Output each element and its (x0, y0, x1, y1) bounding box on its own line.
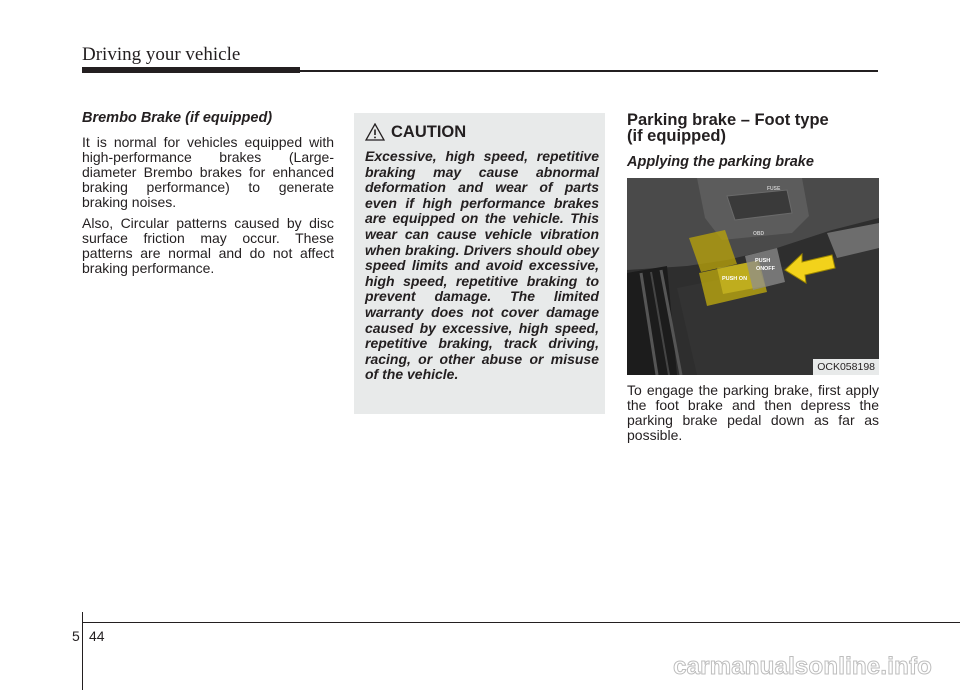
push-on-label: PUSH ON (722, 276, 748, 282)
parking-brake-photo (627, 178, 879, 375)
pedal-label-on: ON (756, 266, 765, 272)
header-rule-thin (300, 70, 878, 72)
page-header-title: Driving your vehicle (82, 44, 241, 65)
page-number: 44 (89, 628, 105, 644)
parking-brake-title (627, 112, 879, 144)
caution-text: Excessive, high speed, repetitive braking may cause abnormal deformation and wear of parts even if high performance brakes are equipped on the vehicle. This wear can cause vehicle vibration when braking. Drivers should obey speed limits and avoid excessive, high speed, repetitive braking to prevent damage. The limited warranty does not cover damage caused by excessive, high speed, repetitive braking, track driving, racing, or other abuse or misuse of the vehicle. (365, 148, 599, 383)
pedal-label-push: PUSH (755, 258, 771, 264)
brembo-paragraph-2: Also, Circular patterns caused by disc surface friction may occur. These patterns are normal and do not affect braking performance. (82, 215, 334, 276)
parking-brake-illustration (627, 178, 879, 375)
left-column (82, 110, 334, 282)
brembo-paragraph-1: It is normal for vehicles equipped with high-performance brakes (Large-diameter Brembo brakes for enhanced braking performance) to generate braking noises. (82, 134, 334, 210)
footer-horizontal-rule (82, 622, 960, 623)
brembo-subheading: Brembo Brake (if equipped) (82, 110, 273, 126)
obd-label: OBD (753, 231, 765, 237)
warning-triangle-icon (365, 123, 385, 141)
right-column (627, 112, 879, 443)
footer-vertical-rule (82, 612, 83, 690)
caution-title: CAUTION (391, 122, 467, 141)
pedal-label-off: OFF (764, 266, 775, 272)
fuse-label: FUSE (767, 186, 781, 192)
photo-code-label: OCK058198 (813, 359, 879, 375)
watermark: carmanualsonline.info (673, 653, 932, 680)
header-rule-thick (82, 67, 300, 73)
caution-box (354, 113, 605, 414)
parking-brake-title-line2: (if equipped) (627, 127, 726, 145)
parking-brake-instructions: To engage the parking brake, first apply the foot brake and then depress the parking brake pedal down as far as possible. (627, 382, 879, 443)
chapter-number: 5 (72, 628, 80, 644)
applying-parking-brake-subheading: Applying the parking brake (627, 154, 814, 170)
parking-brake-title-line1: Parking brake – Foot type (627, 111, 829, 129)
